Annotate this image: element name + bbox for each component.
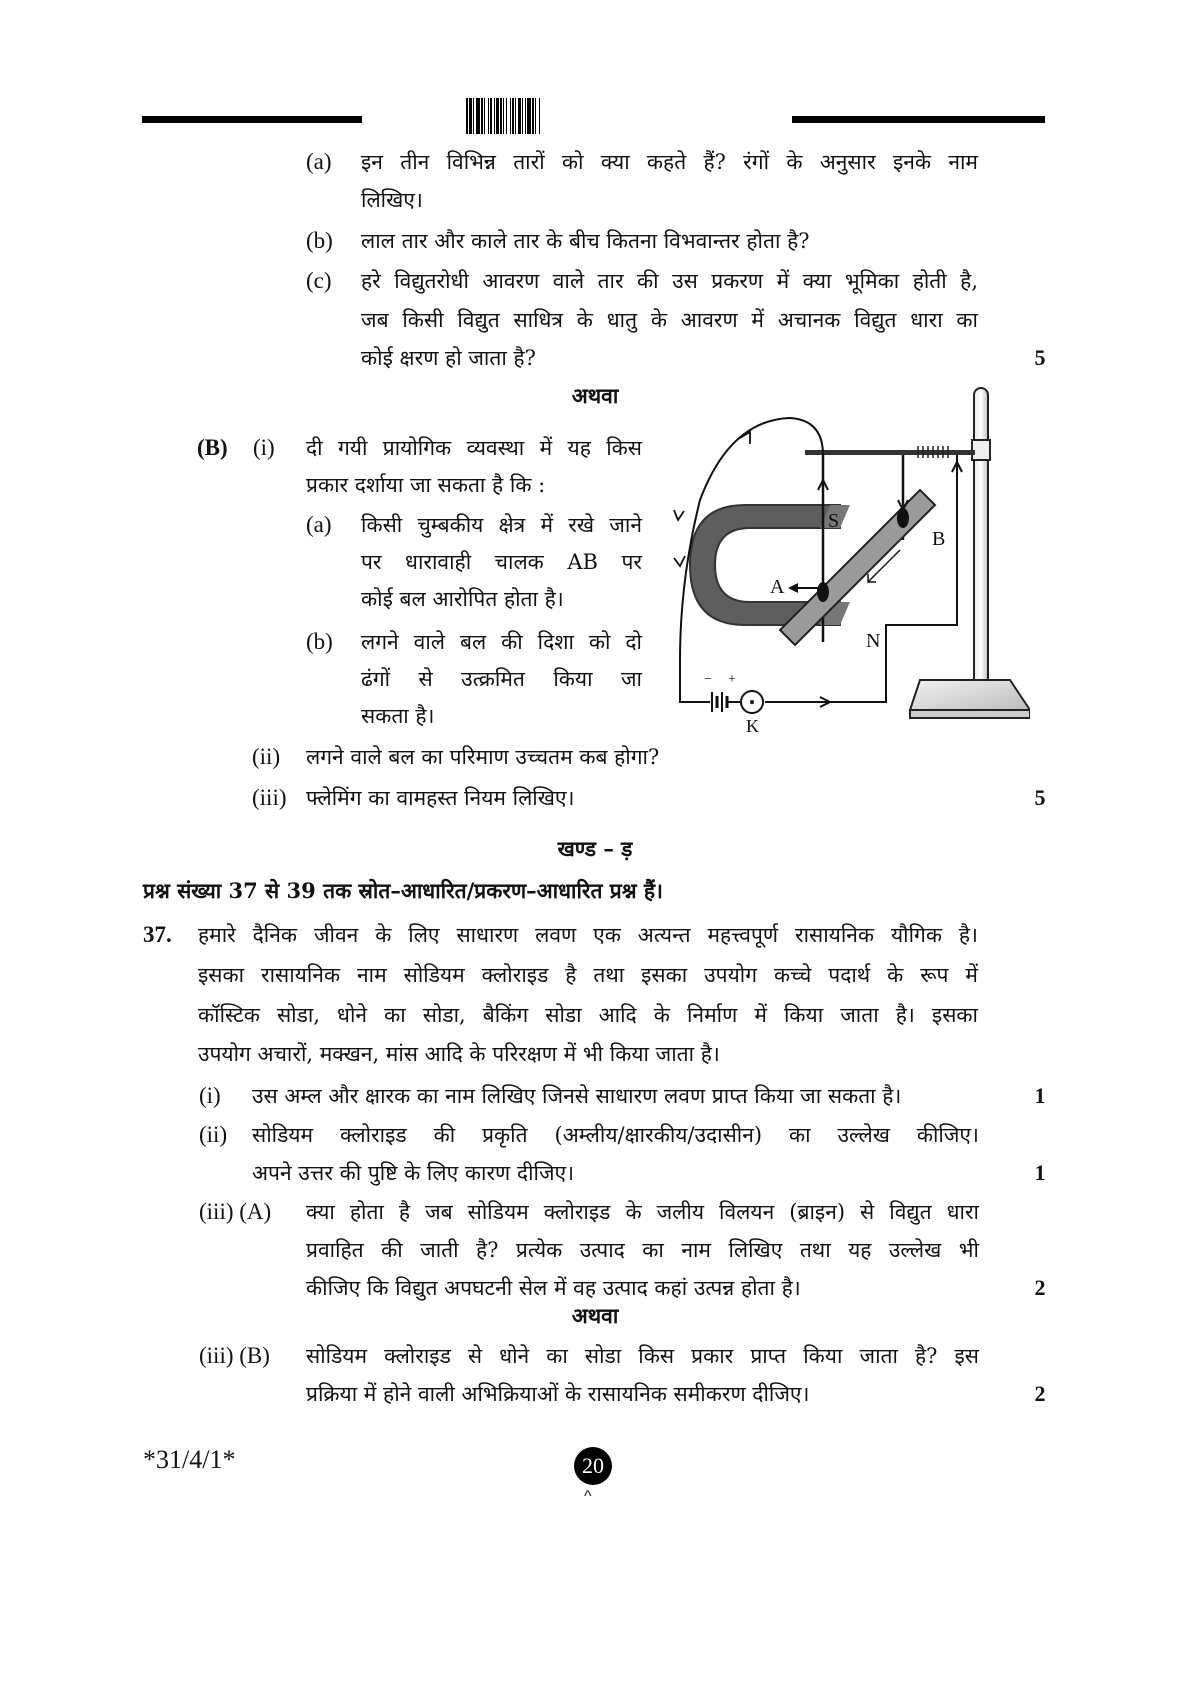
- item-text: दी गयी प्रायोगिक व्यवस्था में यह किस: [306, 436, 642, 460]
- item-label: (b): [306, 228, 333, 253]
- item-text: सोडियम क्लोराइड की प्रकृति (अम्लीय/क्षारकीय/उदासीन) का उल्लेख कीजिए।: [252, 1123, 979, 1147]
- item-label: (ii): [252, 744, 281, 769]
- item-label: (a): [306, 512, 332, 537]
- item-text: लगने वाले बल की दिशा को दो: [361, 630, 642, 654]
- item-label: (a): [306, 149, 332, 174]
- marks: 1: [1034, 1160, 1046, 1185]
- item-text: जब किसी विद्युत साधित्र के धातु के आवरण में अचानक विद्युत धारा का: [361, 308, 978, 332]
- paper-code: *31/4/1*: [143, 1445, 236, 1474]
- item-text: किसी चुम्बकीय क्षेत्र में रखे जाने: [361, 513, 642, 537]
- item-text: इन तीन विभिन्न तारों को क्या कहते हैं? रंगों के अनुसार इनके नाम: [361, 150, 978, 174]
- magnet-apparatus-diagram: [670, 380, 1030, 730]
- experiment-figure: [670, 380, 1030, 736]
- passage-line: इसका रासायनिक नाम सोडियम क्लोराइड है तथा इसका उपयोग कच्चे पदार्थ के रूप में: [198, 963, 978, 987]
- item-text: सोडियम क्लोराइड से धोने का सोडा किस प्रकार प्राप्त किया जाता है? इस: [306, 1344, 979, 1368]
- item-text: उस अम्ल और क्षारक का नाम लिखिए जिनसे साधारण लवण प्राप्त किया जा सकता है।: [252, 1084, 902, 1108]
- label-minus: −: [704, 672, 712, 687]
- item-text: ढंगों से उत्क्रमित किया जा: [361, 667, 642, 691]
- item-text: फ्लेमिंग का वामहस्त नियम लिखिए।: [306, 786, 575, 810]
- passage-line: उपयोग अचारों, मक्खन, मांस आदि के परिरक्षण में भी किया जाता है।: [198, 1042, 720, 1066]
- header-right-rule: [792, 116, 1045, 123]
- label-plus: +: [728, 672, 736, 687]
- item-label: (ii): [199, 1122, 228, 1147]
- label-s: S: [828, 510, 840, 532]
- caret-mark: ^: [584, 1488, 592, 1505]
- item-text: सकता है।: [361, 704, 435, 728]
- label-a: A: [770, 576, 785, 598]
- item-label: (c): [306, 268, 332, 293]
- marks: 2: [1034, 1275, 1046, 1300]
- label-n: N: [866, 630, 881, 652]
- item-text: प्रकार दर्शाया जा सकता है कि :: [306, 473, 546, 497]
- item-text: लाल तार और काले तार के बीच कितना विभवान्तर होता है?: [361, 229, 810, 253]
- question-number: 37.: [143, 922, 172, 947]
- item-label: (iii) (A): [199, 1199, 272, 1224]
- item-text: अपने उत्तर की पुष्टि के लिए कारण दीजिए।: [252, 1161, 575, 1185]
- barcode: [466, 98, 606, 134]
- item-text: कोई बल आरोपित होता है।: [361, 587, 564, 611]
- or-divider: अथवा: [571, 1303, 619, 1328]
- marks: 5: [1034, 785, 1046, 810]
- passage-line: कॉस्टिक सोडा, धोने का सोडा, बैकिंग सोडा आदि के निर्माण में किया जाता है। इसका: [198, 1003, 978, 1027]
- section-title: खण्ड – ड़: [557, 836, 633, 861]
- item-label: (iii) (B): [199, 1343, 270, 1368]
- page-number-badge: 20: [574, 1447, 612, 1485]
- marks: 5: [1034, 345, 1046, 370]
- marks: 1: [1034, 1083, 1046, 1108]
- item-text: कीजिए कि विद्युत अपघटनी सेल में वह उत्पाद कहां उत्पन्न होता है।: [306, 1276, 801, 1300]
- item-label: (i): [199, 1083, 221, 1108]
- item-text: लिखिए।: [361, 188, 423, 212]
- item-label: (i): [253, 435, 275, 460]
- passage-line: हमारे दैनिक जीवन के लिए साधारण लवण एक अत्यन्त महत्त्वपूर्ण रासायनिक यौगिक है।: [198, 923, 978, 947]
- or-divider: अथवा: [571, 383, 619, 408]
- section-instruction: प्रश्न संख्या 37 से 39 तक स्रोत–आधारित/प्रकरण–आधारित प्रश्न हैं।: [143, 878, 663, 903]
- item-text: क्या होता है जब सोडियम क्लोराइड के जलीय विलयन (ब्राइन) से विद्युत धारा: [306, 1200, 979, 1224]
- item-text: लगने वाले बल का परिमाण उच्चतम कब होगा?: [306, 745, 660, 769]
- header-left-rule: [142, 116, 362, 123]
- part-b-label: (B): [197, 435, 228, 460]
- item-text: प्रक्रिया में होने वाली अभिक्रियाओं के रासायनिक समीकरण दीजिए।: [306, 1382, 810, 1406]
- label-b: B: [932, 528, 946, 550]
- item-text: हरे विद्युतरोधी आवरण वाले तार की उस प्रकरण में क्या भूमिका होती है,: [361, 269, 978, 293]
- item-label: (b): [306, 629, 333, 654]
- item-text: कोई क्षरण हो जाता है?: [361, 346, 536, 370]
- marks: 2: [1034, 1381, 1046, 1406]
- item-text: पर धारावाही चालक AB पर: [361, 550, 642, 574]
- item-text: प्रवाहित की जाती है? प्रत्येक उत्पाद का नाम लिखिए तथा यह उल्लेख भी: [306, 1238, 979, 1262]
- item-label: (iii): [252, 785, 287, 810]
- label-k: K: [746, 716, 759, 736]
